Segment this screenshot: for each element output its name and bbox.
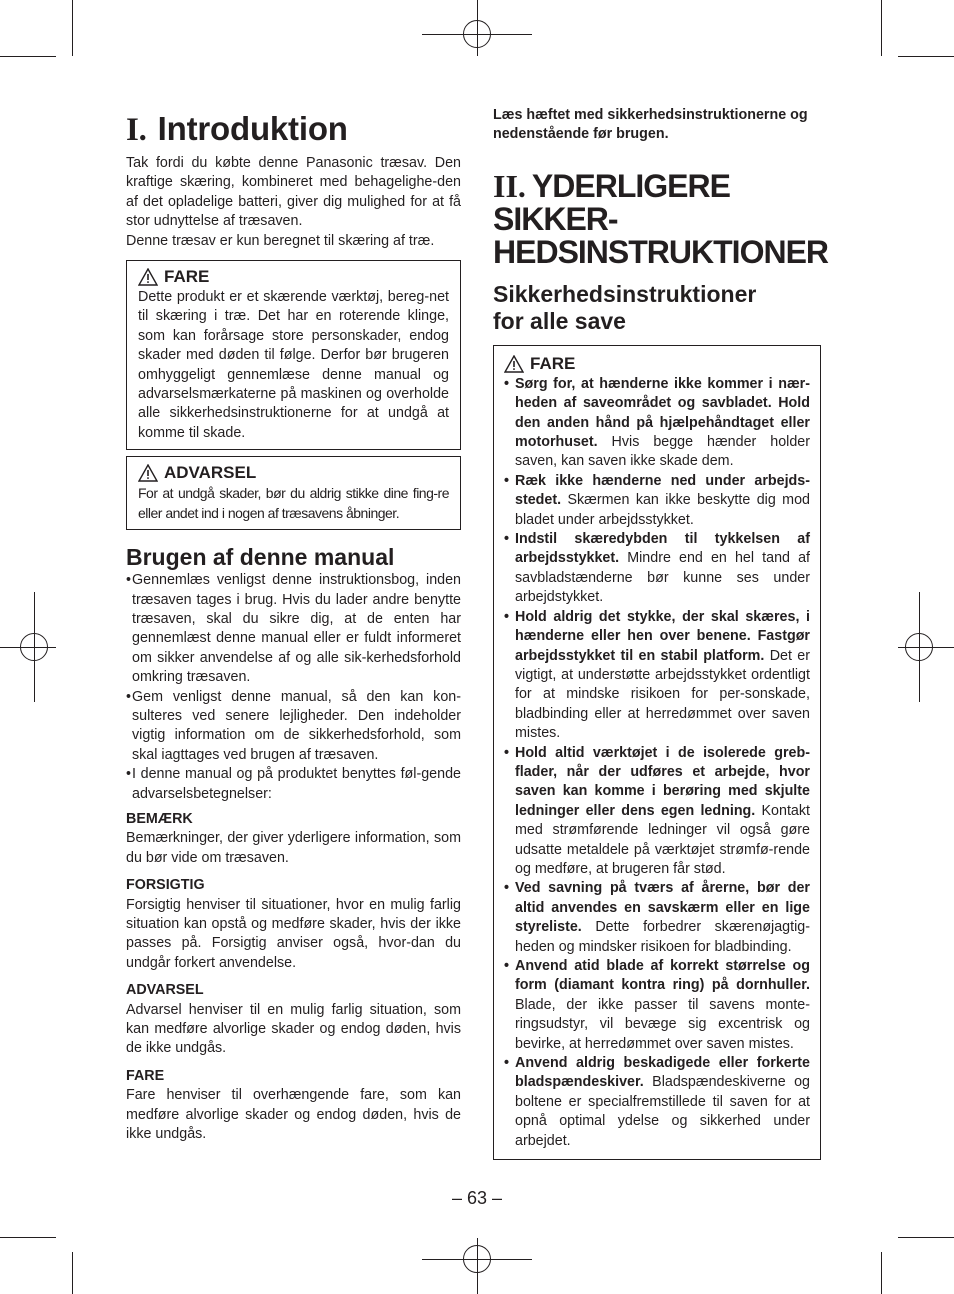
warning-box-title	[138, 463, 449, 483]
crop-mark	[898, 56, 954, 57]
crop-mark	[72, 1252, 73, 1294]
item-bold-text: Ræk ikke hænderne ned under arbejds-stedet.	[515, 472, 810, 509]
crop-mark	[0, 1237, 56, 1238]
item-bold-text: Hold aldrig det stykke, der skal skæres, i hænderne eller hen over benene. Fastgør arbejdsstykket til en stabil platform.	[515, 608, 810, 664]
section-title-line: YDERLIGERE SIKKER-	[493, 167, 730, 237]
list-item	[504, 472, 810, 530]
item-bold-text: Sørg for, at hænderne ikke kommer i nær-heden af saveområdet og savbladet. Hold den anden hånd på hjælpehåndtaget eller motorhuset.	[515, 375, 810, 451]
registration-circle	[463, 1245, 491, 1273]
danger-box	[493, 345, 821, 1160]
warning-box	[126, 456, 461, 530]
section-title	[126, 110, 461, 149]
list-item	[504, 744, 810, 880]
subsection-title	[493, 281, 833, 335]
item-text: Blade, der ikke passer til savens monte-ringsudstyr, vil bevæge sig excentrisk og bevirke, at herredømmet over saven mistes.	[515, 996, 810, 1052]
manual-heading: Brugen af denne manual	[126, 544, 395, 571]
danger-box-title	[138, 267, 449, 287]
registration-circle	[905, 633, 933, 661]
item-bold-text: Ved savning på tværs af årerne, bør der altid anvendes en savskærm eller en lige styreliste.	[515, 880, 810, 936]
danger-box-text: Dette produkt er et skærende værktøj, bereg-net til skæring i træ. Det har en roterende klinge, som kan forårsage store personskader, endog skader med døden til følge. Derfor bør brugeren omhyggeligt gennemlæse denne manual og advarselsmærkaterne på maskinen og overholde alle sikkerhedsinstruktionerne for at undgå at komme til skade.	[138, 289, 449, 441]
intro-paragraph: Tak fordi du købte denne Panasonic træsav. Den kraftige skæring, kombineret med behagelighe-den af det opladelige batteri, giver dig mulighed for at få stor udnyttelse af træsaven.	[126, 155, 461, 230]
item-text: Hvis begge hænder holder saven, kan saven ikke skade dem.	[515, 434, 810, 470]
term-heading: ADVARSEL	[126, 982, 204, 999]
list-item: • I denne manual og på produktet benyttes føl-gende advarselsbetegnelser:	[126, 765, 461, 804]
crop-mark	[0, 56, 56, 57]
term-heading: FARE	[126, 1067, 165, 1084]
crop-mark	[72, 0, 73, 56]
danger-list	[504, 375, 810, 1151]
manual-list	[126, 571, 461, 804]
item-bold-text: Indstil skæredybden til tykkelsen af arbejdsstykket.	[515, 531, 810, 567]
section-title-text: Introduktion	[157, 110, 348, 147]
list-item	[504, 1054, 810, 1151]
term-description: Advarsel henviser til en mulig farlig situation, som kan medføre alvorlige skader og endog døden, hvis de ikke undgås.	[126, 1001, 461, 1057]
list-item	[504, 530, 810, 608]
danger-box-title	[504, 354, 810, 374]
danger-box-label: FARE	[530, 353, 576, 373]
section-numeral: II.	[493, 167, 526, 204]
registration-circle	[20, 633, 48, 661]
crop-mark	[898, 1237, 954, 1238]
term-description: Forsigtig henviser til situationer, hvor en mulig farlig situation kan opstå og medføre skader, hvis der ikke passes på. Forsigtig anviser også, hvor-dan du undgår forkert anvendelse.	[126, 896, 461, 971]
item-text: Kontakt med strømførende ledninger vil også gøre udsatte metaldele på værktøjet strømfø-rende og medføre, at brugeren får stød.	[515, 802, 810, 877]
list-item	[504, 608, 810, 744]
item-text: Det er vigtigt, at understøtte arbejdsstykket ordentligt for at mindske risikoen for per-sonskade, bladbinding eller at herredømmet over saven mistes.	[515, 647, 811, 742]
crop-mark	[881, 1252, 882, 1294]
danger-box	[126, 260, 461, 450]
page-number: – 63 –	[451, 1188, 503, 1208]
warning-box-label: ADVARSEL	[164, 463, 257, 483]
section-title	[493, 167, 833, 270]
list-item	[504, 879, 810, 957]
list-item	[504, 957, 810, 1054]
item-text: Mindre end en hel tand af savbladstænderne bør kunne ses under arbejdstykket.	[515, 550, 810, 606]
list-item: • Gem venligst denne manual, så den kan kon-sulteres ved senere lejligheder. Den indeholder vigtig information om de sikkerhedsforhold, som skal iagttages ved brugen af træsaven.	[126, 688, 461, 766]
item-text: Dette forbedrer skærenøjagtig-heden og mindsker risikoen for bladbinding.	[515, 919, 810, 955]
right-column	[493, 106, 833, 1160]
term-heading: FORSIGTIG	[126, 877, 205, 894]
term-description: Bemærkninger, der giver yderligere information, som du bør vide om træsaven.	[126, 830, 461, 866]
danger-box-label: FARE	[164, 267, 210, 287]
intro-text	[126, 154, 461, 251]
warning-triangle-icon	[138, 464, 158, 482]
list-item: • Gennemlæs venligst denne instruktionsbog, inden træsaven tages i brug. Hvis du lader andre benytte træsaven, skal du sikre dig, at de enten har gennemlæst denne manual eller er fuldt informeret om sikker anvendelse af og alle sik-kerhedsforhold omkring træsaven.	[126, 571, 461, 687]
warning-triangle-icon	[504, 355, 524, 373]
section-title-line: HEDSINSTRUKTIONER	[493, 233, 829, 270]
term-heading: BEMÆRK	[126, 810, 193, 827]
section-numeral: I.	[126, 112, 147, 148]
item-text: Bladspændeskiverne og boltene er specialfremstillede til saven for at opnå optimal ydelse og sikkerhed under arbejdet.	[515, 1074, 810, 1149]
lead-text: Læs hæftet med sikkerhedsinstruktionerne og nedenstående før brugen.	[493, 107, 808, 143]
crop-mark	[881, 0, 882, 56]
left-column	[126, 110, 461, 1144]
subsection-title-line: for alle save	[493, 307, 626, 334]
subsection-title-line: Sikkerhedsinstruktioner	[493, 280, 757, 307]
item-bold-text: Anvend aldrig beskadigede eller forkerte bladspændeskiver.	[515, 1055, 810, 1091]
intro-paragraph: Denne træsav er kun beregnet til skæring af træ.	[126, 232, 435, 249]
item-bold-text: Hold altid værktøjet i de isolerede greb-flader, når der udføres et arbejde, hvor saven kan komme i berøring med skjulte ledninger eller dens egen ledning.	[515, 744, 810, 819]
list-item	[504, 375, 810, 472]
item-text: Skærmen kan ikke beskytte dig mod bladet under arbejdsstykket.	[515, 492, 810, 528]
registration-circle	[463, 20, 491, 48]
item-bold-text: Anvend atid blade af korrekt størrelse og form (diamant kontra ring) på dornhuller.	[515, 958, 810, 994]
warning-triangle-icon	[138, 268, 158, 286]
term-description: Fare henviser til overhængende fare, som kan medføre alvorlige skader og endog døden, hvis de ikke undgås.	[126, 1087, 461, 1143]
warning-box-text: For at undgå skader, bør du aldrig stikke dine fing-re eller andet ind i nogen af træsavens åbninger.	[138, 485, 449, 521]
